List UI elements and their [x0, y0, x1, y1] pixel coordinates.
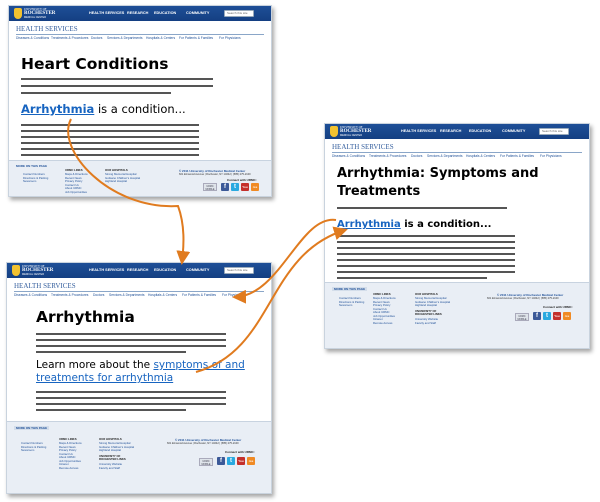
footer-link[interactable]: Job Opportunities [373, 313, 395, 318]
text-line [36, 339, 226, 341]
address: 601 Elmwood Avenue | Rochester, NY 14642 | (585) 275-2100 [487, 297, 559, 300]
footer-link[interactable]: Contact Us [65, 182, 79, 187]
nav-education[interactable]: EDUCATION [154, 11, 177, 15]
site-footer [9, 160, 271, 196]
page-title: Arrhythmia [36, 308, 135, 326]
footer-link[interactable]: About URMC [59, 455, 76, 459]
footer-link[interactable]: University Website [415, 317, 439, 321]
footer-link[interactable]: Remote Access [59, 465, 79, 470]
text-line [21, 78, 213, 80]
learn-more-sentence-2 [36, 372, 173, 385]
section-title: HEALTH SERVICES [14, 282, 76, 290]
nav-health-services[interactable]: HEALTH SERVICES [89, 11, 125, 15]
text-line [337, 265, 515, 267]
footer-link[interactable]: Job Opportunities [59, 458, 81, 463]
page-title: Heart Conditions [21, 55, 169, 73]
subnav-hospitals[interactable]: Hospitals & Centers [466, 154, 496, 158]
footer-heading: OUR HOSPITALS [415, 292, 438, 296]
nav-community[interactable]: COMMUNITY [186, 11, 210, 15]
text-line [21, 130, 199, 132]
footer-link[interactable]: Faculty and Staff [415, 320, 436, 325]
page-title-line2: Treatments [337, 184, 421, 199]
intro-sentence: Arrhythmia is a condition... [21, 102, 186, 116]
footer-heading: UNIVERSITY OF ROCHESTER LINKS [415, 309, 442, 317]
rss-icon[interactable]: rss [564, 314, 570, 318]
seal-icon [14, 8, 22, 19]
nav-community[interactable]: COMMUNITY [186, 268, 210, 272]
subnav-treatments[interactable]: Treatments & Procedures [51, 293, 89, 297]
page-title-line1: Arrhythmia: Symptoms and [337, 166, 539, 181]
text-line [36, 333, 226, 335]
more-on-this-page[interactable]: MORE ON THIS PAGE [16, 164, 48, 168]
subnav-services[interactable]: Services & Departments [107, 36, 143, 40]
text-line [337, 277, 487, 279]
footer-link[interactable]: Intranet [373, 317, 383, 321]
text-line [36, 397, 226, 399]
footer-link[interactable]: Highland Hospital [105, 179, 127, 183]
divider [332, 152, 582, 153]
subnav-diseases[interactable]: Diseases & Conditions [332, 154, 366, 158]
footer-link[interactable]: Golisano Children's Hospital [99, 444, 135, 449]
footer-link[interactable]: Job Opportunities [65, 189, 87, 194]
nav-education[interactable]: EDUCATION [469, 129, 492, 133]
page-symptoms-treatments [324, 123, 590, 349]
text-line [36, 351, 186, 353]
subnav-services[interactable]: Services & Departments [109, 293, 145, 297]
more-on-this-page[interactable]: MORE ON THIS PAGE [16, 426, 48, 430]
text-line [21, 136, 199, 138]
footer-link[interactable]: Directions & Parking [21, 444, 47, 449]
section-title: HEALTH SERVICES [332, 143, 394, 151]
footer-heading: URMC LINKS [59, 437, 77, 441]
subnav-hospitals[interactable]: Hospitals & Centers [146, 36, 176, 40]
more-on-this-page[interactable]: MORE ON THIS PAGE [334, 287, 366, 291]
subnav-treatments[interactable]: Treatments & Procedures [51, 36, 89, 40]
footer-link[interactable]: Strong Memorial Hospital [99, 441, 131, 445]
connect-label: Connect with URMC: [543, 305, 573, 309]
footer-link[interactable]: Golisano Children's Hospital [105, 175, 141, 180]
footer-link[interactable]: University Website [99, 462, 123, 466]
site-header [7, 263, 271, 278]
text-line [21, 142, 199, 144]
text-line [337, 207, 507, 209]
footer-link[interactable]: Contact Numbers [23, 172, 45, 176]
footer-link[interactable]: Faculty and Staff [99, 465, 120, 470]
subnav-doctors[interactable]: Doctors [93, 293, 105, 297]
footer-link[interactable]: About URMC [65, 186, 82, 190]
footer-link[interactable]: Newsroom [23, 179, 37, 183]
text-line [337, 253, 515, 255]
facebook-icon[interactable]: f [217, 457, 225, 465]
subnav-physicians[interactable]: For Physicians [540, 154, 562, 158]
mobile-badge[interactable]: URMC MOBILE [515, 313, 529, 321]
footer-link[interactable]: Golisano Children's Hospital [415, 299, 451, 304]
nav-research[interactable]: RESEARCH [127, 11, 149, 15]
youtube-icon[interactable]: You [242, 185, 248, 189]
search-input[interactable]: Search this site [539, 128, 569, 135]
search-input[interactable]: Search this site [224, 267, 254, 274]
footer-link[interactable]: Newsroom [339, 303, 353, 307]
site-footer [7, 421, 271, 493]
section-title: HEALTH SERVICES [16, 25, 78, 33]
footer-link[interactable]: Newsroom [21, 448, 35, 452]
seal-icon [12, 265, 20, 276]
arrhythmia-link[interactable]: Arrhythmia [337, 219, 401, 230]
subnav-hospitals[interactable]: Hospitals & Centers [148, 293, 178, 297]
seal-icon [330, 126, 338, 137]
text-line [337, 247, 515, 249]
footer-link[interactable]: Recent News [373, 299, 390, 304]
twitter-icon[interactable]: t [231, 183, 239, 191]
page-arrhythmia [6, 262, 272, 494]
text-line [21, 148, 199, 150]
connect-label: Connect with URMC: [225, 450, 255, 454]
subnav-diseases[interactable]: Diseases & Conditions [16, 36, 50, 40]
text-line [36, 409, 186, 411]
footer-heading: OUR HOSPITALS [105, 168, 128, 172]
footer-heading: URMC LINKS [65, 168, 83, 172]
twitter-icon[interactable]: t [227, 457, 235, 465]
text-line [36, 403, 226, 405]
facebook-icon[interactable]: f [221, 183, 229, 191]
divider [16, 34, 264, 35]
text-line [337, 271, 515, 273]
nav-community[interactable]: COMMUNITY [502, 129, 526, 133]
footer-link[interactable]: Recent News [59, 444, 76, 449]
text-line [337, 241, 515, 243]
text-line [21, 85, 213, 87]
youtube-icon[interactable]: You [238, 459, 244, 463]
footer-link[interactable]: Privacy Policy [373, 303, 391, 307]
footer-link[interactable]: Directions & Parking [23, 175, 49, 180]
subnav-doctors[interactable]: Doctors [91, 36, 103, 40]
subnav-physicians[interactable]: For Physicians [222, 293, 244, 297]
arrhythmia-link[interactable]: Arrhythmia [21, 102, 95, 116]
text-line [21, 124, 199, 126]
footer-heading: OUR HOSPITALS [99, 437, 122, 441]
text-line [36, 391, 226, 393]
footer-link[interactable]: Contact Numbers [339, 296, 361, 300]
footer-link[interactable]: Privacy Policy [65, 179, 83, 183]
nav-health-services[interactable]: HEALTH SERVICES [401, 129, 437, 133]
search-input[interactable]: Search this site [224, 10, 254, 17]
connect-label: Connect with URMC: [227, 178, 257, 182]
subnav-services[interactable]: Services & Departments [427, 154, 463, 158]
footer-link[interactable]: Maps & Directions [373, 296, 396, 300]
symptoms-link[interactable]: symptoms of and [153, 359, 245, 371]
footer-link[interactable]: Strong Memorial Hospital [415, 296, 447, 300]
address: 601 Elmwood Avenue | Rochester, NY 14642 | (585) 275-2100 [167, 442, 239, 445]
rss-icon[interactable]: rss [248, 459, 254, 463]
rss-icon[interactable]: rss [252, 185, 258, 189]
divider [14, 291, 264, 292]
footer-link[interactable]: Maps & Directions [59, 441, 82, 445]
footer-link[interactable]: Contact Us [373, 306, 387, 311]
nav-research[interactable]: RESEARCH [440, 129, 462, 133]
copyright: © 2011 University of Rochester Medical Center [497, 293, 564, 297]
footer-link[interactable]: Directions & Parking [339, 299, 365, 304]
subnav-treatments[interactable]: Treatments & Procedures [369, 154, 407, 158]
mobile-badge[interactable]: URMC MOBILE [203, 183, 217, 191]
text-line [21, 92, 171, 94]
site-header [9, 6, 271, 21]
site-footer [325, 282, 589, 348]
mobile-badge[interactable]: URMC MOBILE [199, 458, 213, 466]
footer-heading: URMC LINKS [373, 292, 391, 296]
subnav-patients[interactable]: For Patients & Families [179, 36, 214, 40]
footer-heading: UNIVERSITY OF ROCHESTER LINKS [99, 454, 126, 462]
facebook-icon[interactable]: f [533, 312, 541, 320]
learn-more-sentence: Learn more about the symptoms of and [36, 359, 245, 371]
nav-health-services[interactable]: HEALTH SERVICES [89, 268, 125, 272]
footer-link[interactable]: Strong Memorial Hospital [105, 172, 137, 176]
subnav-physicians[interactable]: For Physicians [219, 36, 241, 40]
twitter-icon[interactable]: t [543, 312, 551, 320]
footer-link[interactable]: Contact Numbers [21, 441, 43, 445]
site-header [325, 124, 589, 139]
urmc-logo[interactable]: UNIVERSITY OF ROCHESTER MEDICAL CENTER [14, 8, 56, 19]
subnav-diseases[interactable]: Diseases & Conditions [14, 293, 48, 297]
footer-link[interactable]: Contact Us [59, 451, 73, 456]
nav-education[interactable]: EDUCATION [154, 268, 177, 272]
footer-link[interactable]: Intranet [59, 462, 69, 466]
intro-sentence: Arrhythmia is a condition... [337, 219, 492, 230]
youtube-icon[interactable]: You [554, 314, 560, 318]
urmc-logo[interactable]: UNIVERSITY OF ROCHESTER MEDICAL CENTER [12, 265, 54, 276]
subnav-doctors[interactable]: Doctors [411, 154, 423, 158]
nav-research[interactable]: RESEARCH [127, 268, 149, 272]
footer-link[interactable]: Recent News [65, 175, 82, 180]
footer-link[interactable]: Maps & Directions [65, 172, 88, 176]
text-line [36, 345, 226, 347]
text-line [337, 259, 515, 261]
copyright: © 2011 University of Rochester Medical Center [179, 169, 246, 173]
subnav-patients[interactable]: For Patients & Families [182, 293, 217, 297]
footer-link[interactable]: Remote Access [373, 320, 393, 325]
page-heart-conditions [8, 5, 272, 197]
treatments-link[interactable]: treatments for arrhythmia [36, 372, 174, 384]
footer-link[interactable]: Highland Hospital [415, 303, 437, 307]
footer-link[interactable]: Privacy Policy [59, 448, 77, 452]
text-line [21, 154, 199, 156]
address: 601 Elmwood Avenue | Rochester, NY 14642 | (585) 275-2100 [179, 173, 251, 176]
copyright: © 2011 University of Rochester Medical Center [175, 438, 242, 442]
footer-link[interactable]: Highland Hospital [99, 448, 121, 452]
footer-link[interactable]: About URMC [373, 310, 390, 314]
urmc-logo[interactable]: UNIVERSITY OF ROCHESTER MEDICAL CENTER [330, 126, 372, 137]
subnav-patients[interactable]: For Patients & Families [500, 154, 535, 158]
text-line [337, 235, 515, 237]
